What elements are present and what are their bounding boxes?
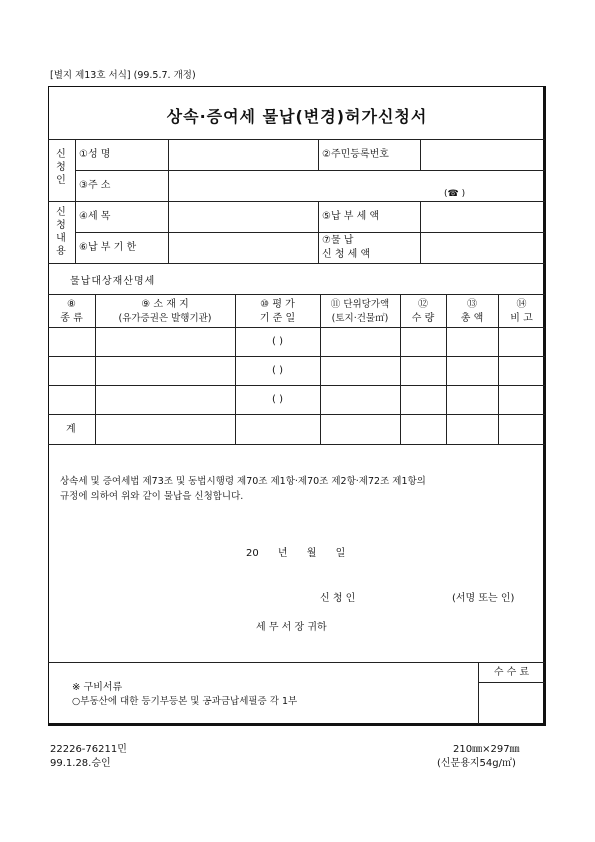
divider: [48, 414, 545, 415]
divider: [48, 294, 545, 295]
name-field[interactable]: [170, 142, 316, 168]
statement-line-1: 상속세 및 증여세법 제73조 및 동법시행령 제70조 제1항·제70조 제2항·제72조 제1항의: [60, 476, 426, 487]
divider: [48, 327, 545, 328]
date-line: 20 년 월 일: [246, 548, 346, 559]
addressee: 세 무 서 장 귀하: [256, 622, 327, 633]
table-row-date-placeholder: ( ): [272, 365, 283, 376]
table-row-date-placeholder: ( ): [272, 336, 283, 347]
name-label: ①성 명: [79, 149, 111, 160]
divider: [168, 139, 169, 263]
attachments-title: ※ 구비서류: [72, 682, 123, 693]
fee-label: 수 수 료: [493, 667, 530, 678]
property-section-title: 물납대상재산명세: [70, 276, 156, 287]
address-label: ③주 소: [79, 180, 111, 191]
form-number: [별지 제13호 서식] (99.5.7. 개정): [50, 70, 196, 81]
sign-label: (서명 또는 인): [452, 593, 515, 604]
applicant-sign-label: 신 청 인: [320, 593, 356, 604]
divider: [75, 232, 545, 233]
address-field[interactable]: [170, 173, 542, 199]
footer-approval: 99.1.28.승인: [50, 758, 111, 769]
col-location-num: ⑨ 소 재 지: [141, 299, 189, 310]
divider: [318, 201, 319, 263]
applicant-group-label: 신청인: [56, 149, 66, 186]
col-location-label: (유가증권은 발행기관): [118, 313, 212, 324]
payment-amount-label: ⑤납 부 세 액: [322, 211, 380, 222]
requested-amount-label-2: 신 청 세 액: [322, 249, 371, 260]
divider: [318, 139, 319, 170]
col-valuation-num: ⑩ 평 가: [260, 299, 295, 310]
tax-item-label: ④세 목: [79, 211, 111, 222]
col-quantity-num: ⑫: [418, 299, 428, 310]
due-date-field[interactable]: [170, 235, 316, 261]
col-kind-label: 종 류: [60, 313, 83, 324]
divider: [48, 139, 545, 140]
rrn-label: ②주민등록번호: [322, 149, 389, 160]
footer-code: 22226-76211민: [50, 744, 127, 755]
col-total-label: 총 액: [460, 313, 484, 324]
divider: [48, 444, 545, 445]
col-note-label: 비 고: [510, 313, 533, 324]
rrn-field[interactable]: [422, 142, 542, 168]
divider: [48, 385, 545, 386]
divider: [48, 662, 545, 663]
footer-paper: (신문용지54g/㎡): [437, 758, 516, 769]
requested-amount-field[interactable]: [422, 235, 542, 261]
divider: [420, 201, 421, 263]
page-title: 상속·증여세 물납(변경)허가신청서: [166, 107, 428, 126]
request-group-label: 신청내용: [56, 207, 66, 257]
due-date-label: ⑥납 부 기 한: [79, 242, 137, 253]
divider: [478, 682, 545, 683]
phone-label: (☎ ): [444, 189, 466, 199]
tax-item-field[interactable]: [170, 204, 316, 230]
table-row-date-placeholder: ( ): [272, 394, 283, 405]
statement-line-2: 규정에 의하여 위와 같이 물납을 신청합니다.: [60, 491, 244, 502]
total-row-label: 계: [66, 424, 76, 435]
payment-amount-field[interactable]: [422, 204, 542, 230]
divider: [48, 263, 545, 264]
attachments-item: ○부동산에 대한 등기부등본 및 공과금납세필증 각 1부: [72, 696, 298, 707]
col-kind-num: ⑧: [67, 299, 76, 310]
col-quantity-label: 수 량: [411, 313, 435, 324]
footer-size: 210㎜×297㎜: [453, 744, 520, 755]
divider: [48, 201, 545, 202]
divider: [48, 356, 545, 357]
col-unit-price-label: (토지·건물㎡): [331, 313, 389, 324]
col-valuation-label: 기 준 일: [259, 313, 296, 324]
divider: [420, 139, 421, 170]
divider: [75, 170, 545, 171]
col-total-num: ⑬: [467, 299, 477, 310]
divider: [75, 139, 76, 263]
requested-amount-label-1: ⑦물 납: [322, 235, 354, 246]
col-unit-price-num: ⑪ 단위당가액: [330, 299, 390, 310]
col-note-num: ⑭: [516, 299, 527, 310]
